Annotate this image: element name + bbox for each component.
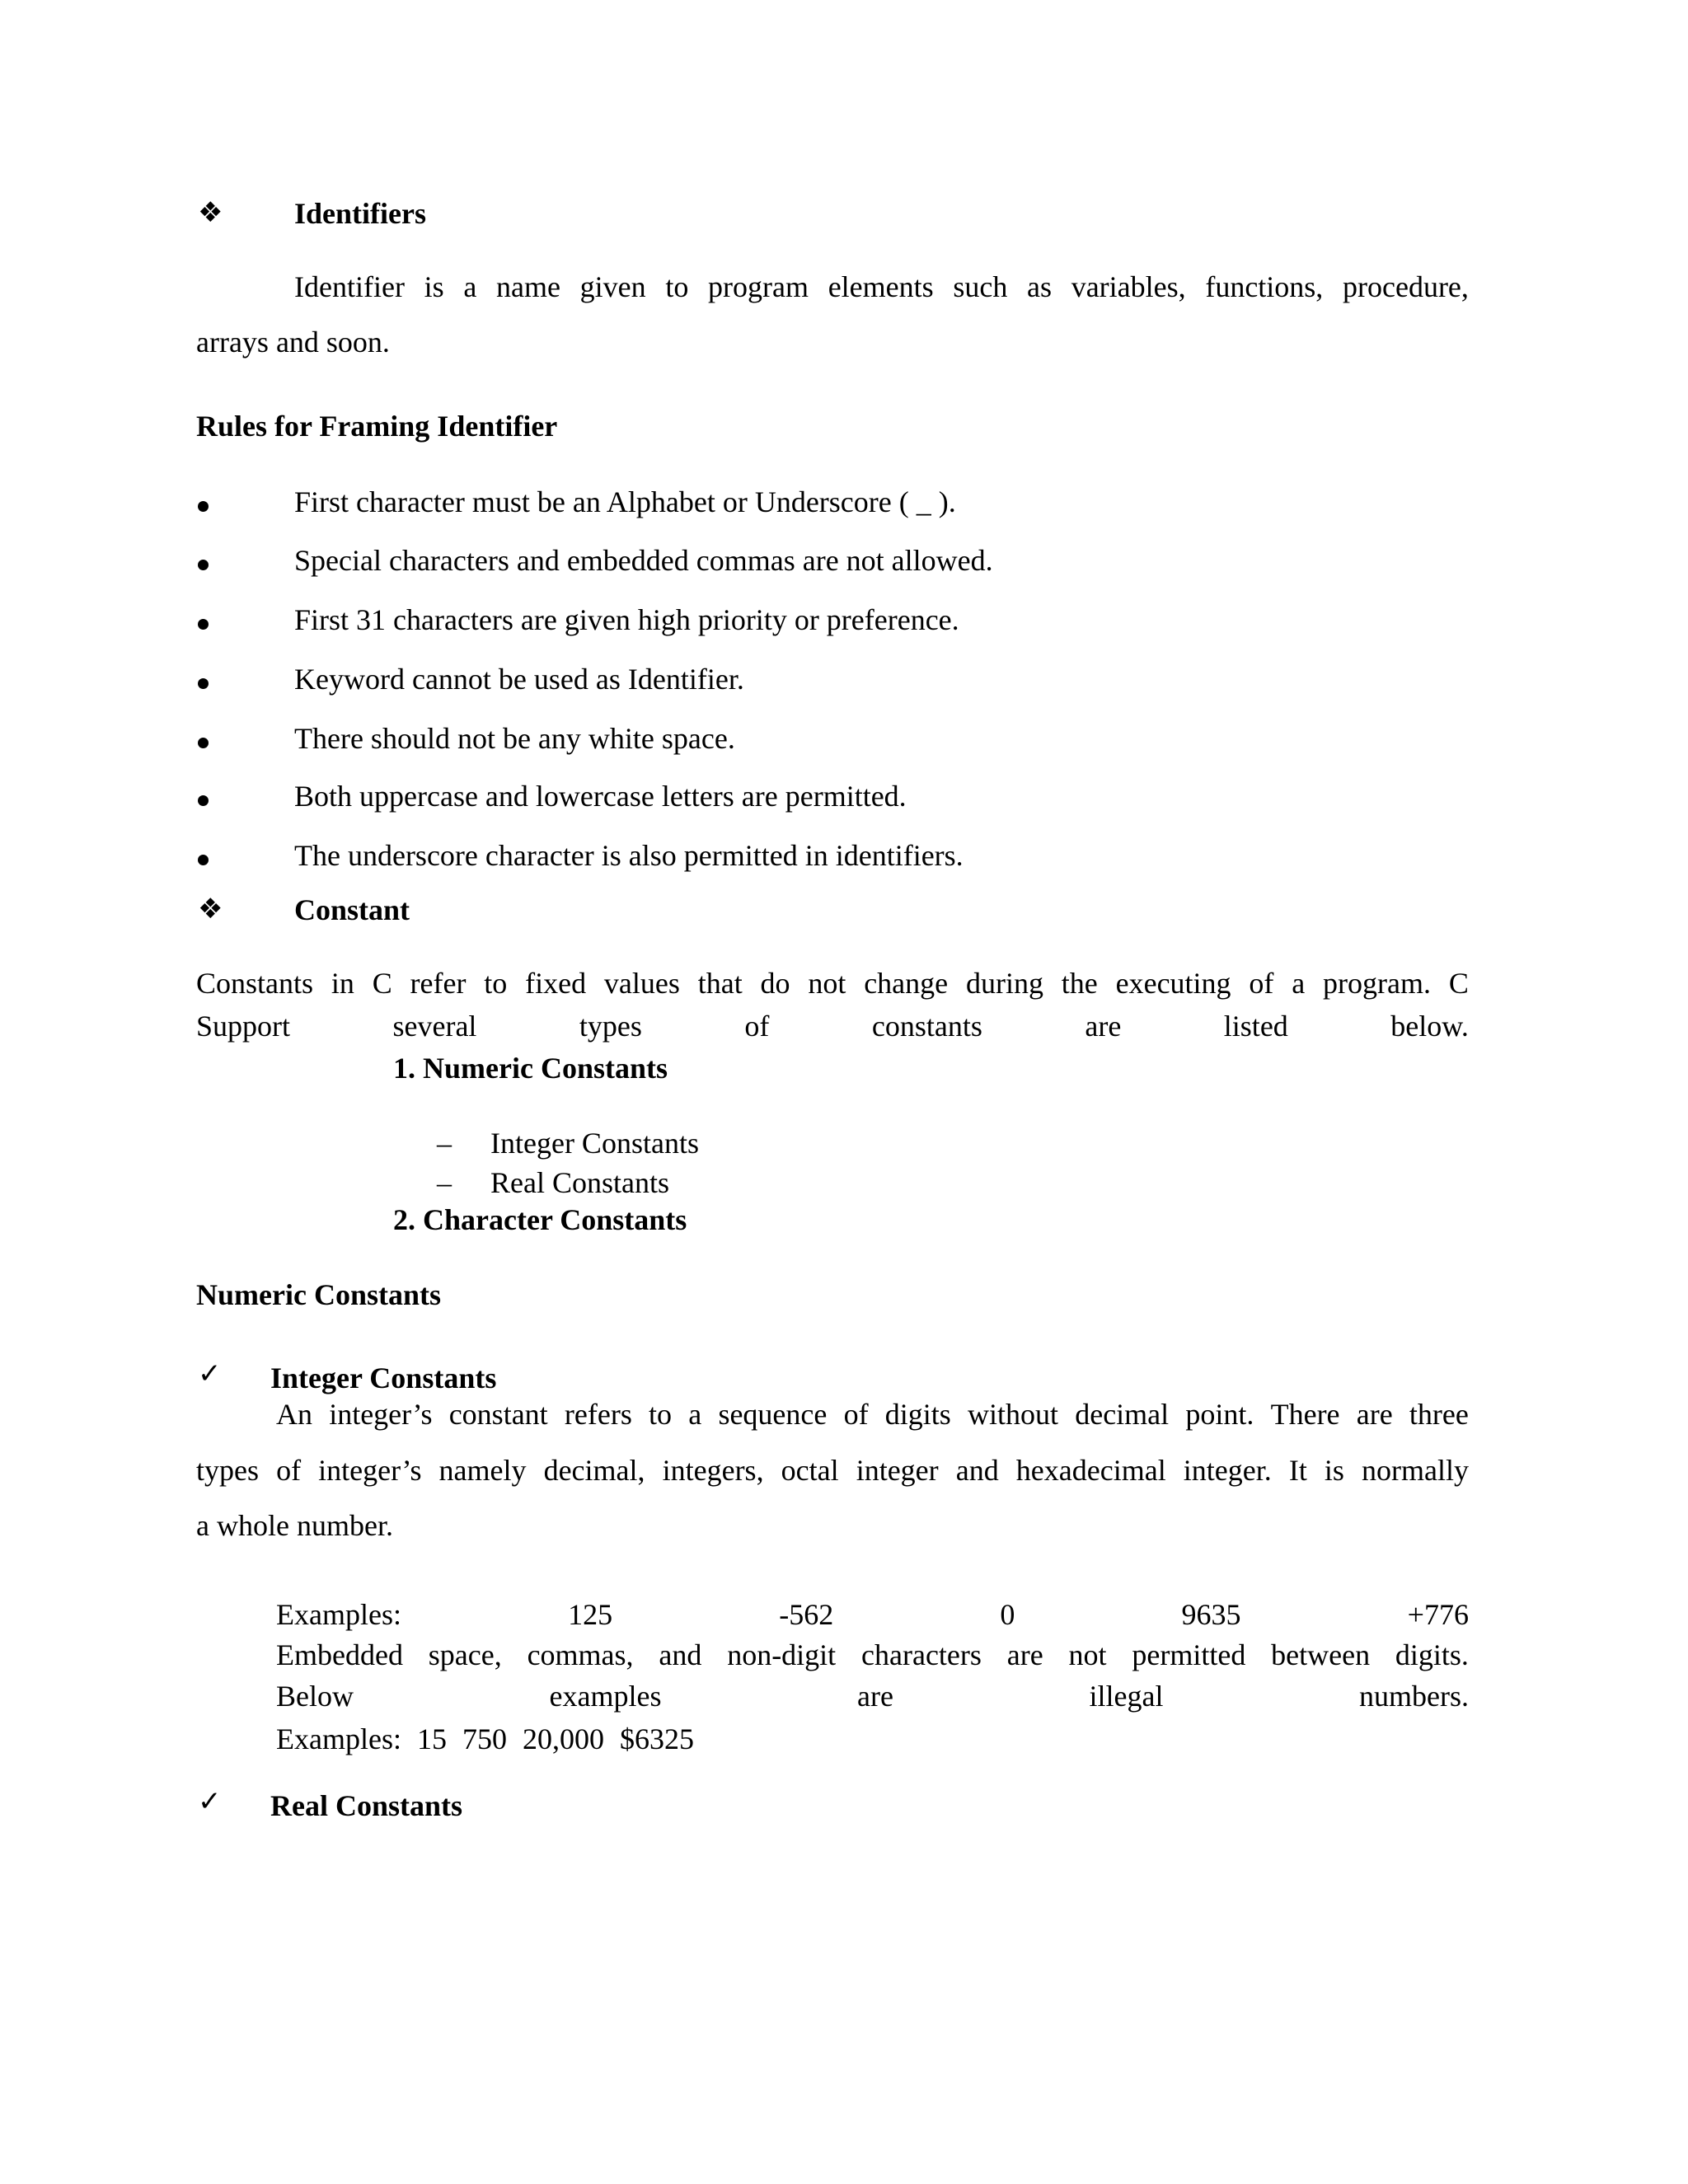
word: characters — [861, 1638, 982, 1671]
rules-heading: Rules for Framing Identifier — [196, 410, 558, 443]
bullet-icon — [198, 738, 209, 748]
word: the — [1061, 967, 1098, 1000]
word: 9635 — [1181, 1598, 1241, 1631]
word: There — [1270, 1398, 1340, 1431]
word: octal — [781, 1454, 839, 1487]
word: point. — [1185, 1398, 1254, 1431]
word: a — [1292, 967, 1306, 1000]
word: hexadecimal — [1015, 1454, 1166, 1487]
word: are — [1356, 1398, 1393, 1431]
word: given — [579, 270, 646, 303]
word: +776 — [1407, 1598, 1469, 1631]
word: do — [760, 967, 790, 1000]
word: change — [864, 967, 949, 1000]
word: during — [965, 967, 1043, 1000]
list-item-character-constants: 2. Character Constants — [393, 1203, 687, 1236]
word: procedure, — [1343, 270, 1469, 303]
word: permitted — [1132, 1638, 1246, 1671]
bullet-icon — [198, 501, 209, 512]
word: program — [708, 270, 809, 303]
word: to — [484, 967, 508, 1000]
word: without — [968, 1398, 1059, 1431]
rule-item: There should not be any white space. — [294, 722, 735, 755]
identifiers-intro-line1 — [294, 269, 1469, 305]
word: decimal, — [543, 1454, 645, 1487]
integer-paragraph-line1 — [276, 1397, 1469, 1432]
word: not — [808, 967, 846, 1000]
word: sequence — [718, 1398, 828, 1431]
word: integer — [856, 1454, 939, 1487]
rule-item: Both uppercase and lowercase letters are permitted. — [294, 780, 907, 813]
word: is — [424, 270, 444, 303]
word: commas, — [527, 1638, 634, 1671]
bullet-icon — [198, 678, 209, 689]
word: are — [857, 1680, 893, 1713]
word: constants — [871, 1010, 982, 1043]
constant-text-line2 — [196, 1009, 1469, 1044]
word: such — [953, 270, 1008, 303]
word: functions, — [1205, 270, 1324, 303]
word: C — [372, 967, 392, 1000]
word: program. — [1323, 967, 1431, 1000]
word: executing — [1115, 967, 1231, 1000]
word: integer’s — [329, 1398, 433, 1431]
word: Support — [196, 1010, 291, 1043]
word: namely — [438, 1454, 527, 1487]
word: integers, — [662, 1454, 764, 1487]
word: numbers. — [1359, 1680, 1469, 1713]
word: -562 — [779, 1598, 834, 1631]
bullet-icon — [198, 560, 209, 570]
word: Below — [276, 1680, 354, 1713]
word: integer. — [1183, 1454, 1272, 1487]
word: An — [276, 1398, 312, 1431]
word: three — [1409, 1398, 1469, 1431]
word: Identifier — [294, 270, 405, 303]
word: a — [688, 1398, 702, 1431]
word: refers — [564, 1398, 632, 1431]
rule-item: First character must be an Alphabet or Underscore ( _ ). — [294, 485, 956, 518]
word: integer’s — [318, 1454, 422, 1487]
word: and — [659, 1638, 702, 1671]
word: space, — [428, 1638, 502, 1671]
integer-paragraph-line3: a whole number. — [196, 1509, 393, 1542]
word: not — [1068, 1638, 1107, 1671]
checkmark-icon: ✓ — [198, 1357, 222, 1390]
word: digits — [884, 1398, 951, 1431]
word: of — [843, 1398, 869, 1431]
embedded-rule-line — [276, 1638, 1469, 1673]
word: Examples: — [276, 1598, 401, 1631]
word: 125 — [568, 1598, 613, 1631]
bullet-icon — [198, 795, 209, 806]
word: decimal — [1075, 1398, 1170, 1431]
word: types — [579, 1010, 642, 1043]
word: values — [603, 967, 680, 1000]
word: in — [331, 967, 354, 1000]
rule-item: The underscore character is also permitted in identifiers. — [294, 839, 964, 872]
word: It — [1288, 1454, 1307, 1487]
sublist-item-integer-constants: Integer Constants — [490, 1127, 699, 1160]
checkmark-icon: ✓ — [198, 1785, 222, 1818]
illegal-intro-line — [276, 1679, 1469, 1714]
word: listed — [1223, 1010, 1288, 1043]
word: below. — [1390, 1010, 1469, 1043]
word: of — [744, 1010, 770, 1043]
word: and — [955, 1454, 999, 1487]
identifiers-title: Identifiers — [294, 197, 426, 230]
illegal-examples-line: Examples: 15 750 20,000 $6325 — [276, 1722, 694, 1755]
word: are — [1085, 1010, 1122, 1043]
word: Constants — [196, 967, 314, 1000]
rule-item: First 31 characters are given high priority or preference. — [294, 603, 959, 636]
word: types — [196, 1454, 259, 1487]
word: is — [1324, 1454, 1344, 1487]
four-diamond-icon: ❖ — [198, 893, 223, 926]
word: elements — [828, 270, 934, 303]
word: illegal — [1089, 1680, 1164, 1713]
bullet-icon — [198, 855, 209, 865]
word: are — [1006, 1638, 1043, 1671]
word: a — [463, 270, 477, 303]
rule-item: Special characters and embedded commas are not allowed. — [294, 544, 993, 577]
word: that — [697, 967, 743, 1000]
word: name — [496, 270, 560, 303]
word: refer — [410, 967, 467, 1000]
integer-paragraph-line2 — [196, 1453, 1469, 1488]
word: examples — [549, 1680, 662, 1713]
word: to — [649, 1398, 673, 1431]
rule-item: Keyword cannot be used as Identifier. — [294, 663, 744, 696]
word: digits. — [1395, 1638, 1469, 1671]
word: Embedded — [276, 1638, 403, 1671]
bullet-icon — [198, 619, 209, 630]
word: fixed — [525, 967, 587, 1000]
sublist-item-real-constants: Real Constants — [490, 1166, 669, 1199]
word: normally — [1362, 1454, 1469, 1487]
numeric-constants-heading: Numeric Constants — [196, 1278, 441, 1311]
legal-examples-row — [276, 1597, 1469, 1633]
dash-icon: – — [437, 1127, 452, 1160]
constant-title: Constant — [294, 893, 410, 926]
identifiers-intro-line2: arrays and soon. — [196, 326, 390, 359]
word: of — [276, 1454, 302, 1487]
word: several — [392, 1010, 477, 1043]
word: as — [1027, 270, 1053, 303]
dash-icon: – — [437, 1166, 452, 1199]
list-item-numeric-constants: 1. Numeric Constants — [393, 1052, 668, 1085]
word: C — [1448, 967, 1469, 1000]
real-constants-title: Real Constants — [270, 1789, 463, 1822]
word: 0 — [1000, 1598, 1015, 1631]
word: to — [665, 270, 689, 303]
word: between — [1271, 1638, 1371, 1671]
word: of — [1249, 967, 1274, 1000]
word: non-digit — [727, 1638, 837, 1671]
four-diamond-icon: ❖ — [198, 196, 223, 229]
constant-text-line1 — [196, 966, 1469, 1001]
integer-constants-title: Integer Constants — [270, 1361, 497, 1394]
word: variables, — [1071, 270, 1186, 303]
word: constant — [448, 1398, 548, 1431]
